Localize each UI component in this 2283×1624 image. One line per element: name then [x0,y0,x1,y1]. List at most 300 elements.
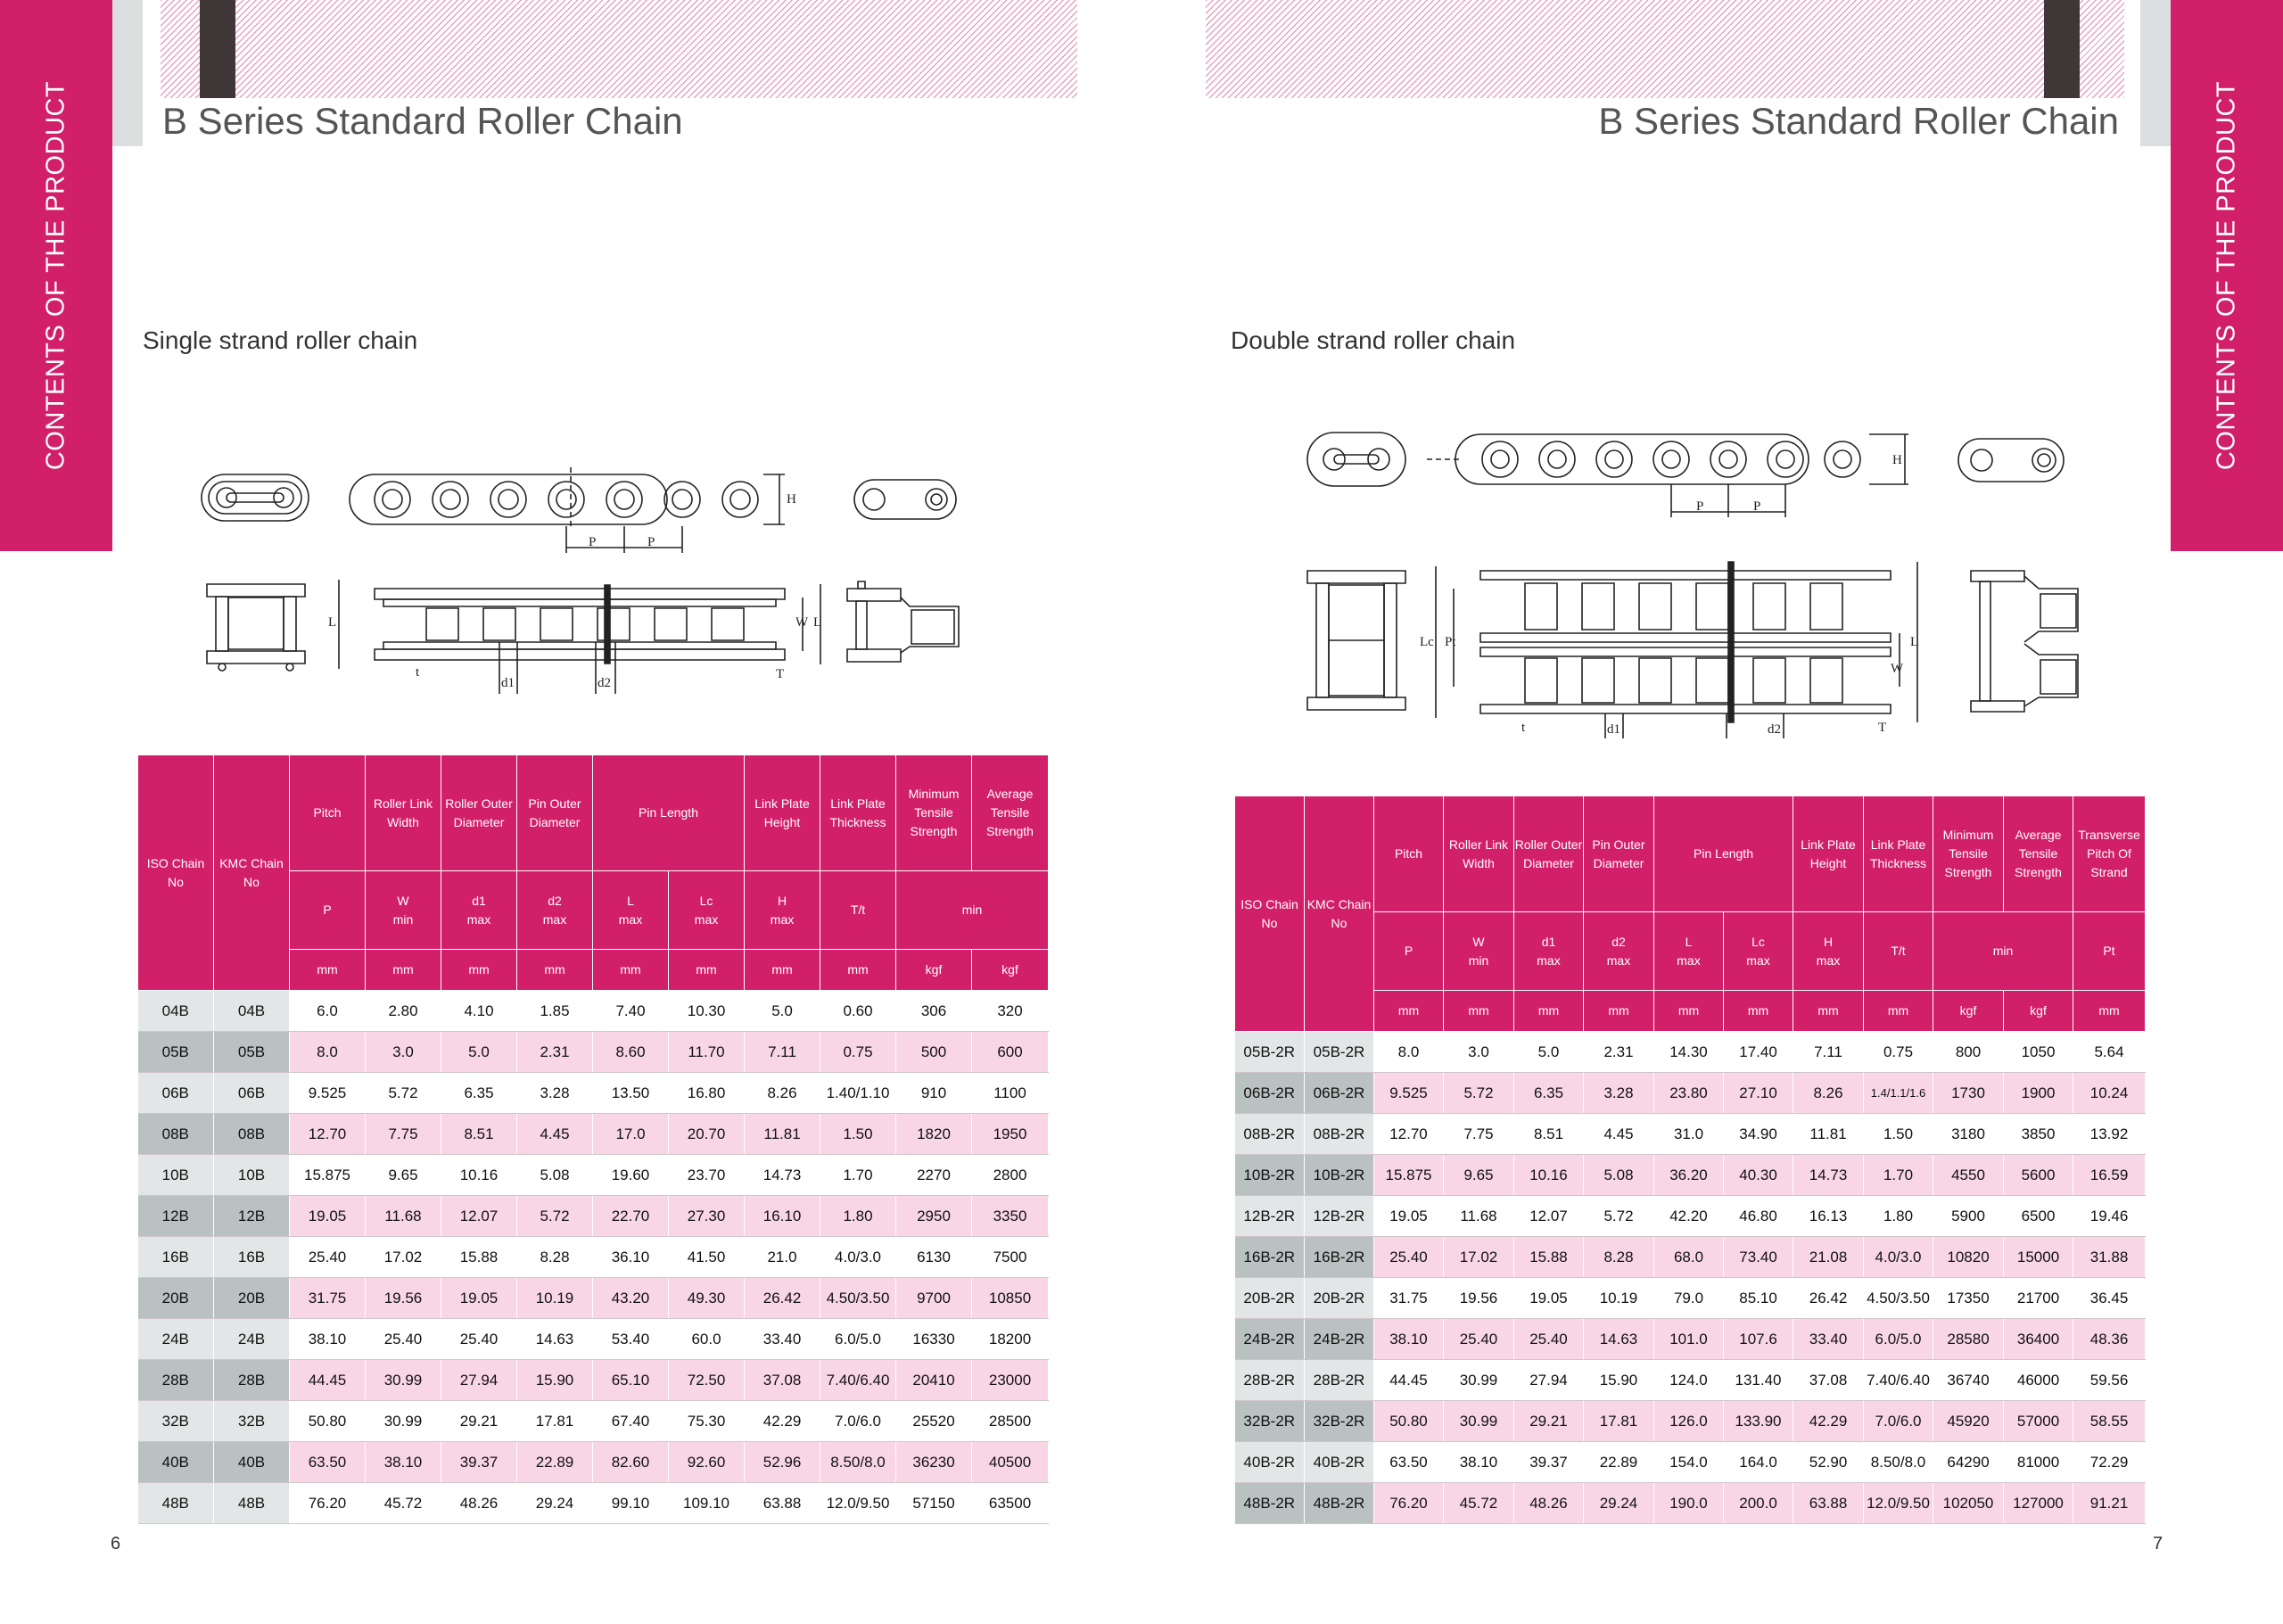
table-cell: 5.72 [517,1196,593,1237]
table-cell: 76.20 [1374,1483,1444,1524]
table-cell: 19.05 [1374,1196,1444,1237]
table-cell: 16.59 [2073,1155,2146,1196]
table-cell: 22.89 [517,1442,593,1483]
table-cell: 22.89 [1584,1442,1654,1483]
table-cell: 14.73 [1793,1155,1864,1196]
table-cell: 48B-2R [1235,1483,1305,1524]
table-cell: 72.50 [669,1360,745,1401]
table-cell: 25.40 [290,1237,366,1278]
left-grey-strip [112,0,143,146]
table-cell: 9700 [896,1278,972,1319]
table-cell: 28B-2R [1235,1360,1305,1401]
left-side-tab [0,0,112,551]
table-cell: 154.0 [1654,1442,1724,1483]
table-cell: 27.10 [1724,1073,1793,1114]
table-cell: 107.6 [1724,1319,1793,1360]
table-cell: 600 [972,1032,1049,1073]
table-cell: 6.0/5.0 [1864,1319,1933,1360]
table-cell: 8.60 [593,1032,669,1073]
table-row [138,1401,1049,1442]
table-cell: 16.80 [669,1073,745,1114]
table-cell: 64290 [1933,1442,2004,1483]
table-cell: 3180 [1933,1114,2004,1155]
table-cell: 6.0 [290,991,366,1032]
table-cell: 12B [138,1196,214,1237]
left-page-number: 6 [111,1534,121,1554]
table-cell: 48.36 [2073,1319,2146,1360]
table-cell: 12.07 [441,1196,517,1237]
sym-p: P [290,871,366,950]
chain-side-view [350,467,785,553]
table-row [1235,1032,2146,1073]
label-l: L [1910,635,1919,649]
table-cell: 910 [896,1073,972,1114]
col-avg-tensile: Average Tensile Strength [972,755,1049,871]
table-row [138,1073,1049,1114]
table-cell: 3850 [2004,1114,2073,1155]
table-cell: 2.80 [366,991,441,1032]
label-l: L [328,615,337,630]
table-cell: 33.40 [1793,1319,1864,1360]
table-row [1235,1196,2146,1237]
table-cell: 5600 [2004,1155,2073,1196]
label-t: t [1521,721,1526,735]
right-header-dark-bar [2044,0,2080,98]
table-cell: 27.94 [441,1360,517,1401]
col-link-plate-height: Link Plate Height [1793,796,1864,912]
chain-plan-view [339,580,820,694]
table-cell: 04B [214,991,290,1032]
table-cell: 32B [214,1401,290,1442]
table-cell: 37.08 [1793,1360,1864,1401]
table-cell: 53.40 [593,1319,669,1360]
table-cell: 08B [138,1114,214,1155]
table-cell: 39.37 [441,1442,517,1483]
table-cell: 41.50 [669,1237,745,1278]
table-cell: 92.60 [669,1442,745,1483]
table-cell: 4.0/3.0 [820,1237,896,1278]
sym-d2: d2 max [517,871,593,950]
table-cell: 1050 [2004,1032,2073,1073]
table-cell: 124.0 [1654,1360,1724,1401]
table-row [1235,1483,2146,1524]
table-cell: 38.10 [290,1319,366,1360]
table-cell: 20410 [896,1360,972,1401]
table-cell: 81000 [2004,1442,2073,1483]
table-cell: 20.70 [669,1114,745,1155]
table-cell: 8.0 [290,1032,366,1073]
table-cell: 46.80 [1724,1196,1793,1237]
col-roller-link-width: Roller Link Width [1444,796,1514,912]
table-cell: 12.07 [1514,1196,1584,1237]
table-cell: 28B-2R [1305,1360,1374,1401]
table-cell: 27.94 [1514,1360,1584,1401]
table-cell: 1.50 [1864,1114,1933,1155]
table-cell: 102050 [1933,1483,2004,1524]
table-cell: 40B-2R [1235,1442,1305,1483]
table-cell: 11.70 [669,1032,745,1073]
table-cell: 25.40 [1374,1237,1444,1278]
table-cell: 15.88 [1514,1237,1584,1278]
table-cell: 40B [138,1442,214,1483]
table-cell: 27.30 [669,1196,745,1237]
table-cell: 06B [138,1073,214,1114]
table-cell: 72.29 [2073,1442,2146,1483]
table-cell: 4.45 [1584,1114,1654,1155]
sym-w: W min [366,871,441,950]
unit: mm [2073,991,2146,1032]
table-cell: 7.75 [1444,1114,1514,1155]
table-cell: 17.81 [517,1401,593,1442]
table-cell: 2.31 [1584,1032,1654,1073]
table-cell: 05B-2R [1305,1032,1374,1073]
table-cell: 50.80 [1374,1401,1444,1442]
table-cell: 28B [214,1360,290,1401]
table-row [138,1360,1049,1401]
table-cell: 127000 [2004,1483,2073,1524]
table-cell: 2800 [972,1155,1049,1196]
col-avg-tensile: Average Tensile Strength [2004,796,2073,912]
label-l2: L [813,615,822,630]
table-cell: 5.08 [1584,1155,1654,1196]
table-cell: 28B [138,1360,214,1401]
table-cell: 11.81 [1793,1114,1864,1155]
table-cell: 43.20 [593,1278,669,1319]
table-cell: 30.99 [366,1401,441,1442]
label-d2: d2 [1768,722,1781,737]
unit: mm [517,950,593,991]
table-cell: 109.10 [669,1483,745,1524]
table-cell: 40500 [972,1442,1049,1483]
table-row [138,991,1049,1032]
table-cell: 24B [138,1319,214,1360]
table-row [1235,1319,2146,1360]
table-cell: 63.50 [290,1442,366,1483]
table-cell: 26.42 [745,1278,820,1319]
table-cell: 30.99 [366,1360,441,1401]
col-link-plate-thickness: Link Plate Thickness [1864,796,1933,912]
sym-p: P [1374,912,1444,991]
table-cell: 16B-2R [1305,1237,1374,1278]
unit: mm [1793,991,1864,1032]
table-cell: 33.40 [745,1319,820,1360]
table-cell: 15000 [2004,1237,2073,1278]
table-cell: 49.30 [669,1278,745,1319]
unit: mm [745,950,820,991]
table-cell: 24B-2R [1235,1319,1305,1360]
label-w: W [795,615,809,630]
left-page-title: B Series Standard Roller Chain [162,100,683,142]
table-header [1235,796,2146,1032]
sym-d2: d2 max [1584,912,1654,991]
offset-link-top-view [1958,439,2064,482]
table-cell: 15.875 [290,1155,366,1196]
table-cell: 10.19 [517,1278,593,1319]
table-cell: 40B-2R [1305,1442,1374,1483]
table-cell: 1730 [1933,1073,2004,1114]
unit: kgf [2004,991,2073,1032]
table-cell: 101.0 [1654,1319,1724,1360]
table-cell: 65.10 [593,1360,669,1401]
table-cell: 30.99 [1444,1360,1514,1401]
table-cell: 05B [214,1032,290,1073]
table-cell: 7.40 [593,991,669,1032]
unit: mm [1654,991,1724,1032]
table-cell: 12.70 [1374,1114,1444,1155]
label-p2: P [647,535,655,549]
table-cell: 99.10 [593,1483,669,1524]
table-cell: 7.11 [745,1032,820,1073]
table-cell: 36.10 [593,1237,669,1278]
unit: mm [1374,991,1444,1032]
label-t: T [776,667,785,681]
unit: kgf [1933,991,2004,1032]
col-pin-length: Pin Length [593,755,745,871]
unit: mm [1724,991,1793,1032]
table-cell: 82.60 [593,1442,669,1483]
table-cell: 79.0 [1654,1278,1724,1319]
col-pin-outer-diameter: Pin Outer Diameter [517,755,593,871]
table-cell: 8.26 [745,1073,820,1114]
table-cell: 45920 [1933,1401,2004,1442]
sym-lc: Lc max [1724,912,1793,991]
offset-link-front-view [1971,571,2078,712]
table-row [1235,1278,2146,1319]
col-pitch: Pitch [290,755,366,871]
table-cell: 21.08 [1793,1237,1864,1278]
table-cell: 17.0 [593,1114,669,1155]
table-cell: 9.65 [366,1155,441,1196]
label-p2: P [1753,499,1761,514]
table-cell: 48.26 [441,1483,517,1524]
unit: mm [669,950,745,991]
table-cell: 75.30 [669,1401,745,1442]
table-row [138,1483,1049,1524]
table-cell: 16330 [896,1319,972,1360]
unit: mm [1514,991,1584,1032]
table-cell: 7.11 [1793,1032,1864,1073]
table-cell: 67.40 [593,1401,669,1442]
table-cell: 29.21 [1514,1401,1584,1442]
sym-d1: d1 max [441,871,517,950]
table-cell: 16B-2R [1235,1237,1305,1278]
table-cell: 3.0 [366,1032,441,1073]
table-row [1235,1155,2146,1196]
table-cell: 24B-2R [1305,1319,1374,1360]
table-cell: 7500 [972,1237,1049,1278]
table-cell: 32B [138,1401,214,1442]
unit: mm [441,950,517,991]
table-cell: 3.28 [1584,1073,1654,1114]
sym-h: H max [745,871,820,950]
table-cell: 17.02 [366,1237,441,1278]
table-cell: 36400 [2004,1319,2073,1360]
col-link-plate-height: Link Plate Height [745,755,820,871]
table-cell: 46000 [2004,1360,2073,1401]
sym-w: W min [1444,912,1514,991]
table-cell: 19.05 [290,1196,366,1237]
table-cell: 40.30 [1724,1155,1793,1196]
table-cell: 9.525 [290,1073,366,1114]
table-cell: 52.96 [745,1442,820,1483]
table-cell: 10B-2R [1305,1155,1374,1196]
table-cell: 58.55 [2073,1401,2146,1442]
label-d2: d2 [598,676,611,690]
table-cell: 38.10 [1374,1319,1444,1360]
table-cell: 16.10 [745,1196,820,1237]
col-kmc: KMC Chain No [1305,796,1374,1032]
table-cell: 8.0 [1374,1032,1444,1073]
table-cell: 4.50/3.50 [820,1278,896,1319]
table-cell: 19.05 [441,1278,517,1319]
col-pin-length: Pin Length [1654,796,1793,912]
table-cell: 25.40 [1514,1319,1584,1360]
table-cell: 164.0 [1724,1442,1793,1483]
table-cell: 40B [214,1442,290,1483]
table-cell: 5.08 [517,1155,593,1196]
table-cell: 5.72 [1444,1073,1514,1114]
label-lc: Lc [1420,635,1434,649]
table-header [138,755,1049,991]
table-cell: 131.40 [1724,1360,1793,1401]
table-cell: 05B-2R [1235,1032,1305,1073]
sym-min: min [1933,912,2073,991]
table-cell: 6.35 [441,1073,517,1114]
label-t2: t [416,665,420,680]
table-cell: 31.0 [1654,1114,1724,1155]
table-cell: 38.10 [366,1442,441,1483]
table-cell: 15.875 [1374,1155,1444,1196]
table-cell: 7.0/6.0 [1864,1401,1933,1442]
table-cell: 24B [214,1319,290,1360]
col-transverse-pitch: Transverse Pitch Of Strand [2073,796,2146,912]
unit: mm [1444,991,1514,1032]
table-cell: 16B [214,1237,290,1278]
table-cell: 18200 [972,1319,1049,1360]
connecting-link-front-view [1307,571,1405,710]
sym-lc: Lc max [669,871,745,950]
table-cell: 42.29 [745,1401,820,1442]
table-cell: 10.19 [1584,1278,1654,1319]
table-cell: 5.0 [441,1032,517,1073]
table-cell: 28580 [1933,1319,2004,1360]
table-cell: 3.0 [1444,1032,1514,1073]
table-row [1235,1360,2146,1401]
col-link-plate-thickness: Link Plate Thickness [820,755,896,871]
table-cell: 91.21 [2073,1483,2146,1524]
table-cell: 31.75 [290,1278,366,1319]
label-d1: d1 [501,676,515,690]
table-cell: 1.70 [820,1155,896,1196]
table-cell: 68.0 [1654,1237,1724,1278]
table-row [138,1155,1049,1196]
table-cell: 9.65 [1444,1155,1514,1196]
table-cell: 36230 [896,1442,972,1483]
table-cell: 31.75 [1374,1278,1444,1319]
table-cell: 7.40/6.40 [1864,1360,1933,1401]
table-cell: 5.64 [2073,1032,2146,1073]
table-cell: 0.60 [820,991,896,1032]
unit: kgf [972,950,1049,991]
table-cell: 10820 [1933,1237,2004,1278]
table-cell: 1.50 [820,1114,896,1155]
table-cell: 1900 [2004,1073,2073,1114]
right-subtitle: Double strand roller chain [1231,326,1516,354]
table-cell: 10B [214,1155,290,1196]
table-cell: 3.28 [517,1073,593,1114]
col-iso: ISO Chain No [1235,796,1305,1032]
table-cell: 10B [138,1155,214,1196]
table-cell: 19.60 [593,1155,669,1196]
col-roller-link-width: Roller Link Width [366,755,441,871]
table-cell: 12B-2R [1305,1196,1374,1237]
table-cell: 31.88 [2073,1237,2146,1278]
unit: mm [366,950,441,991]
table-cell: 10.16 [1514,1155,1584,1196]
table-cell: 15.90 [517,1360,593,1401]
table-cell: 08B-2R [1235,1114,1305,1155]
chain-side-view [1427,434,1908,517]
table-cell: 45.72 [366,1483,441,1524]
right-grey-strip [2140,0,2171,146]
table-cell: 52.90 [1793,1442,1864,1483]
table-cell: 5.0 [745,991,820,1032]
table-cell: 57000 [2004,1401,2073,1442]
col-pin-outer-diameter: Pin Outer Diameter [1584,796,1654,912]
table-cell: 14.73 [745,1155,820,1196]
table-row [1235,1442,2146,1483]
table-cell: 13.92 [2073,1114,2146,1155]
table-cell: 21.0 [745,1237,820,1278]
table-row [1235,1237,2146,1278]
table-cell: 190.0 [1654,1483,1724,1524]
table-cell: 10.16 [441,1155,517,1196]
table-row [138,1032,1049,1073]
table-cell: 44.45 [1374,1360,1444,1401]
table-cell: 6130 [896,1237,972,1278]
table-cell: 133.90 [1724,1401,1793,1442]
table-cell: 11.81 [745,1114,820,1155]
label-h: H [1892,453,1902,467]
connecting-link-front-view [207,584,305,671]
table-cell: 48.26 [1514,1483,1584,1524]
table-cell: 48B-2R [1305,1483,1374,1524]
table-row [138,1278,1049,1319]
table-cell: 14.63 [517,1319,593,1360]
table-cell: 8.51 [441,1114,517,1155]
table-cell: 1.40/1.10 [820,1073,896,1114]
table-cell: 8.51 [1514,1114,1584,1155]
unit: mm [1864,991,1933,1032]
table-cell: 500 [896,1032,972,1073]
table-cell: 126.0 [1654,1401,1724,1442]
table-cell: 800 [1933,1032,2004,1073]
table-cell: 0.75 [1864,1032,1933,1073]
table-cell: 1.85 [517,991,593,1032]
right-side-tab [2171,0,2283,551]
label-pt: Pt [1445,635,1456,649]
table-row [138,1114,1049,1155]
unit: kgf [896,950,972,991]
label-p1: P [1696,499,1704,514]
table-cell: 63500 [972,1483,1049,1524]
col-min-tensile: Minimum Tensile Strength [1933,796,2004,912]
table-cell: 32B-2R [1305,1401,1374,1442]
sym-l: L max [593,871,669,950]
table-cell: 7.40/6.40 [820,1360,896,1401]
table-cell: 05B [138,1032,214,1073]
table-cell: 1950 [972,1114,1049,1155]
